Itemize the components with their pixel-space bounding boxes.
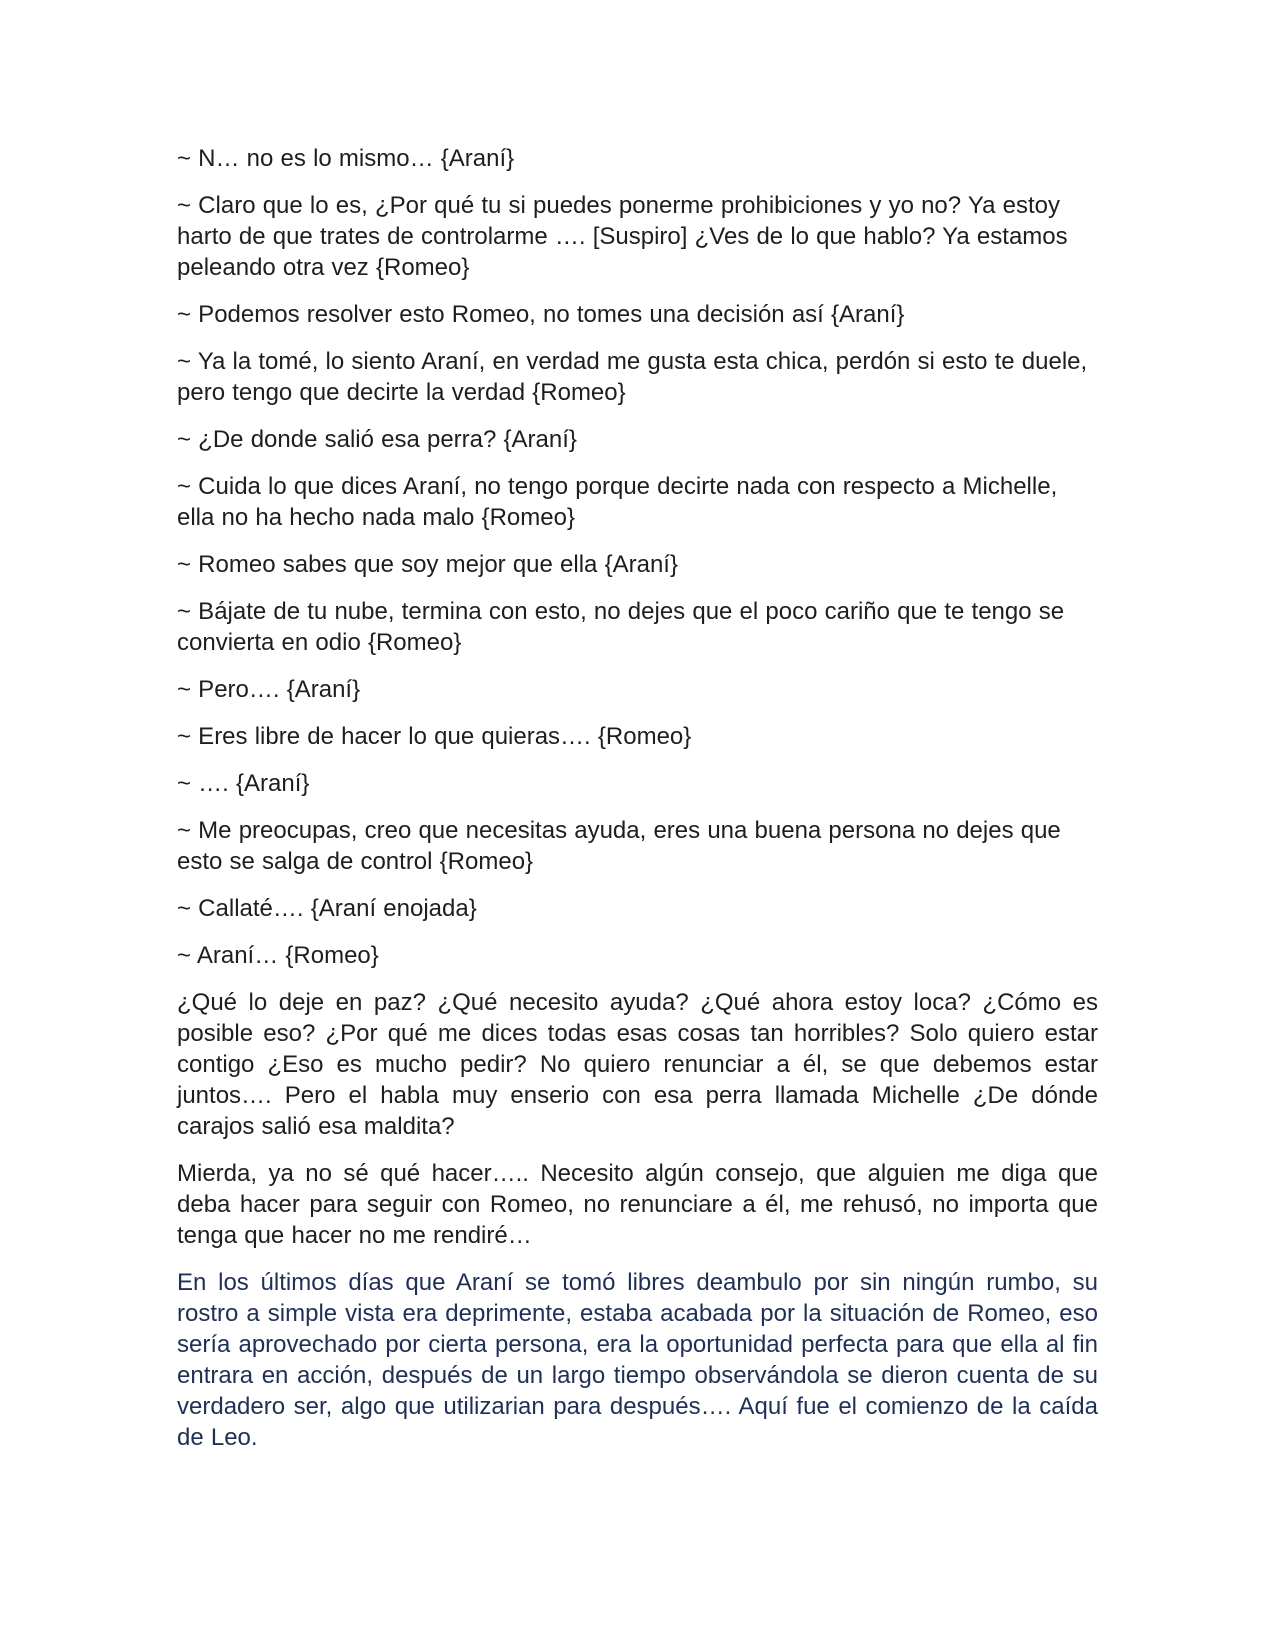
monologue-paragraph: Mierda, ya no sé qué hacer….. Necesito algún consejo, que alguien me diga que deba hacer para seguir con Romeo, no renunciare a él, me rehusó, no importa que tenga que hacer no me rendiré…	[177, 1160, 1098, 1249]
monologue-paragraph: ¿Qué lo deje en paz? ¿Qué necesito ayuda? ¿Qué ahora estoy loca? ¿Cómo es posible eso? ¿Por qué me dices todas esas cosas tan horribles? Solo quiero estar contigo ¿Eso es mucho pedir? No quiero renunciar a él, se que debemos estar juntos…. Pero el habla muy enserio con esa perra llamada Michelle ¿De dónde carajos salió esa maldita?	[177, 989, 1098, 1140]
dialogue-line: ~ Claro que lo es, ¿Por qué tu si puedes ponerme prohibiciones y yo no? Ya estoy harto de que trates de controlarme …. [Suspiro] ¿Ves de lo que hablo? Ya estamos peleando otra vez {Romeo}	[177, 192, 1068, 281]
dialogue-line: ~ ¿De donde salió esa perra? {Araní}	[177, 426, 577, 453]
dialogue-line: ~ Cuida lo que dices Araní, no tengo porque decirte nada con respecto a Michelle, ella no ha hecho nada malo {Romeo}	[177, 473, 1058, 531]
dialogue-line: ~ Pero…. {Araní}	[177, 676, 361, 703]
dialogue-line: ~ Ya la tomé, lo siento Araní, en verdad me gusta esta chica, perdón si esto te duele, pero tengo que decirte la verdad {Romeo}	[177, 348, 1088, 406]
dialogue-line: ~ Araní… {Romeo}	[177, 942, 379, 969]
document-page	[177, 143, 1098, 1469]
dialogue-line: ~ …. {Araní}	[177, 770, 310, 797]
dialogue-line: ~ Podemos resolver esto Romeo, no tomes una decisión así {Araní}	[177, 301, 905, 328]
dialogue-line: ~ Romeo sabes que soy mejor que ella {Araní}	[177, 551, 678, 578]
narration-paragraph: En los últimos días que Araní se tomó libres deambulo por sin ningún rumbo, su rostro a simple vista era deprimente, estaba acabada por la situación de Romeo, eso sería aprovechado por cierta persona, era la oportunidad perfecta para que ella al fin entrara en acción, después de un largo tiempo observándola se dieron cuenta de su verdadero ser, algo que utilizarian para después…. Aquí fue el comienzo de la caída de Leo.	[177, 1269, 1098, 1451]
dialogue-line: ~ Eres libre de hacer lo que quieras…. {Romeo}	[177, 723, 692, 750]
dialogue-line: ~ N… no es lo mismo… {Araní}	[177, 145, 515, 172]
dialogue-line: ~ Callaté…. {Araní enojada}	[177, 895, 477, 922]
dialogue-line: ~ Bájate de tu nube, termina con esto, no dejes que el poco cariño que te tengo se convierta en odio {Romeo}	[177, 598, 1065, 656]
dialogue-line: ~ Me preocupas, creo que necesitas ayuda, eres una buena persona no dejes que esto se salga de control {Romeo}	[177, 817, 1061, 875]
